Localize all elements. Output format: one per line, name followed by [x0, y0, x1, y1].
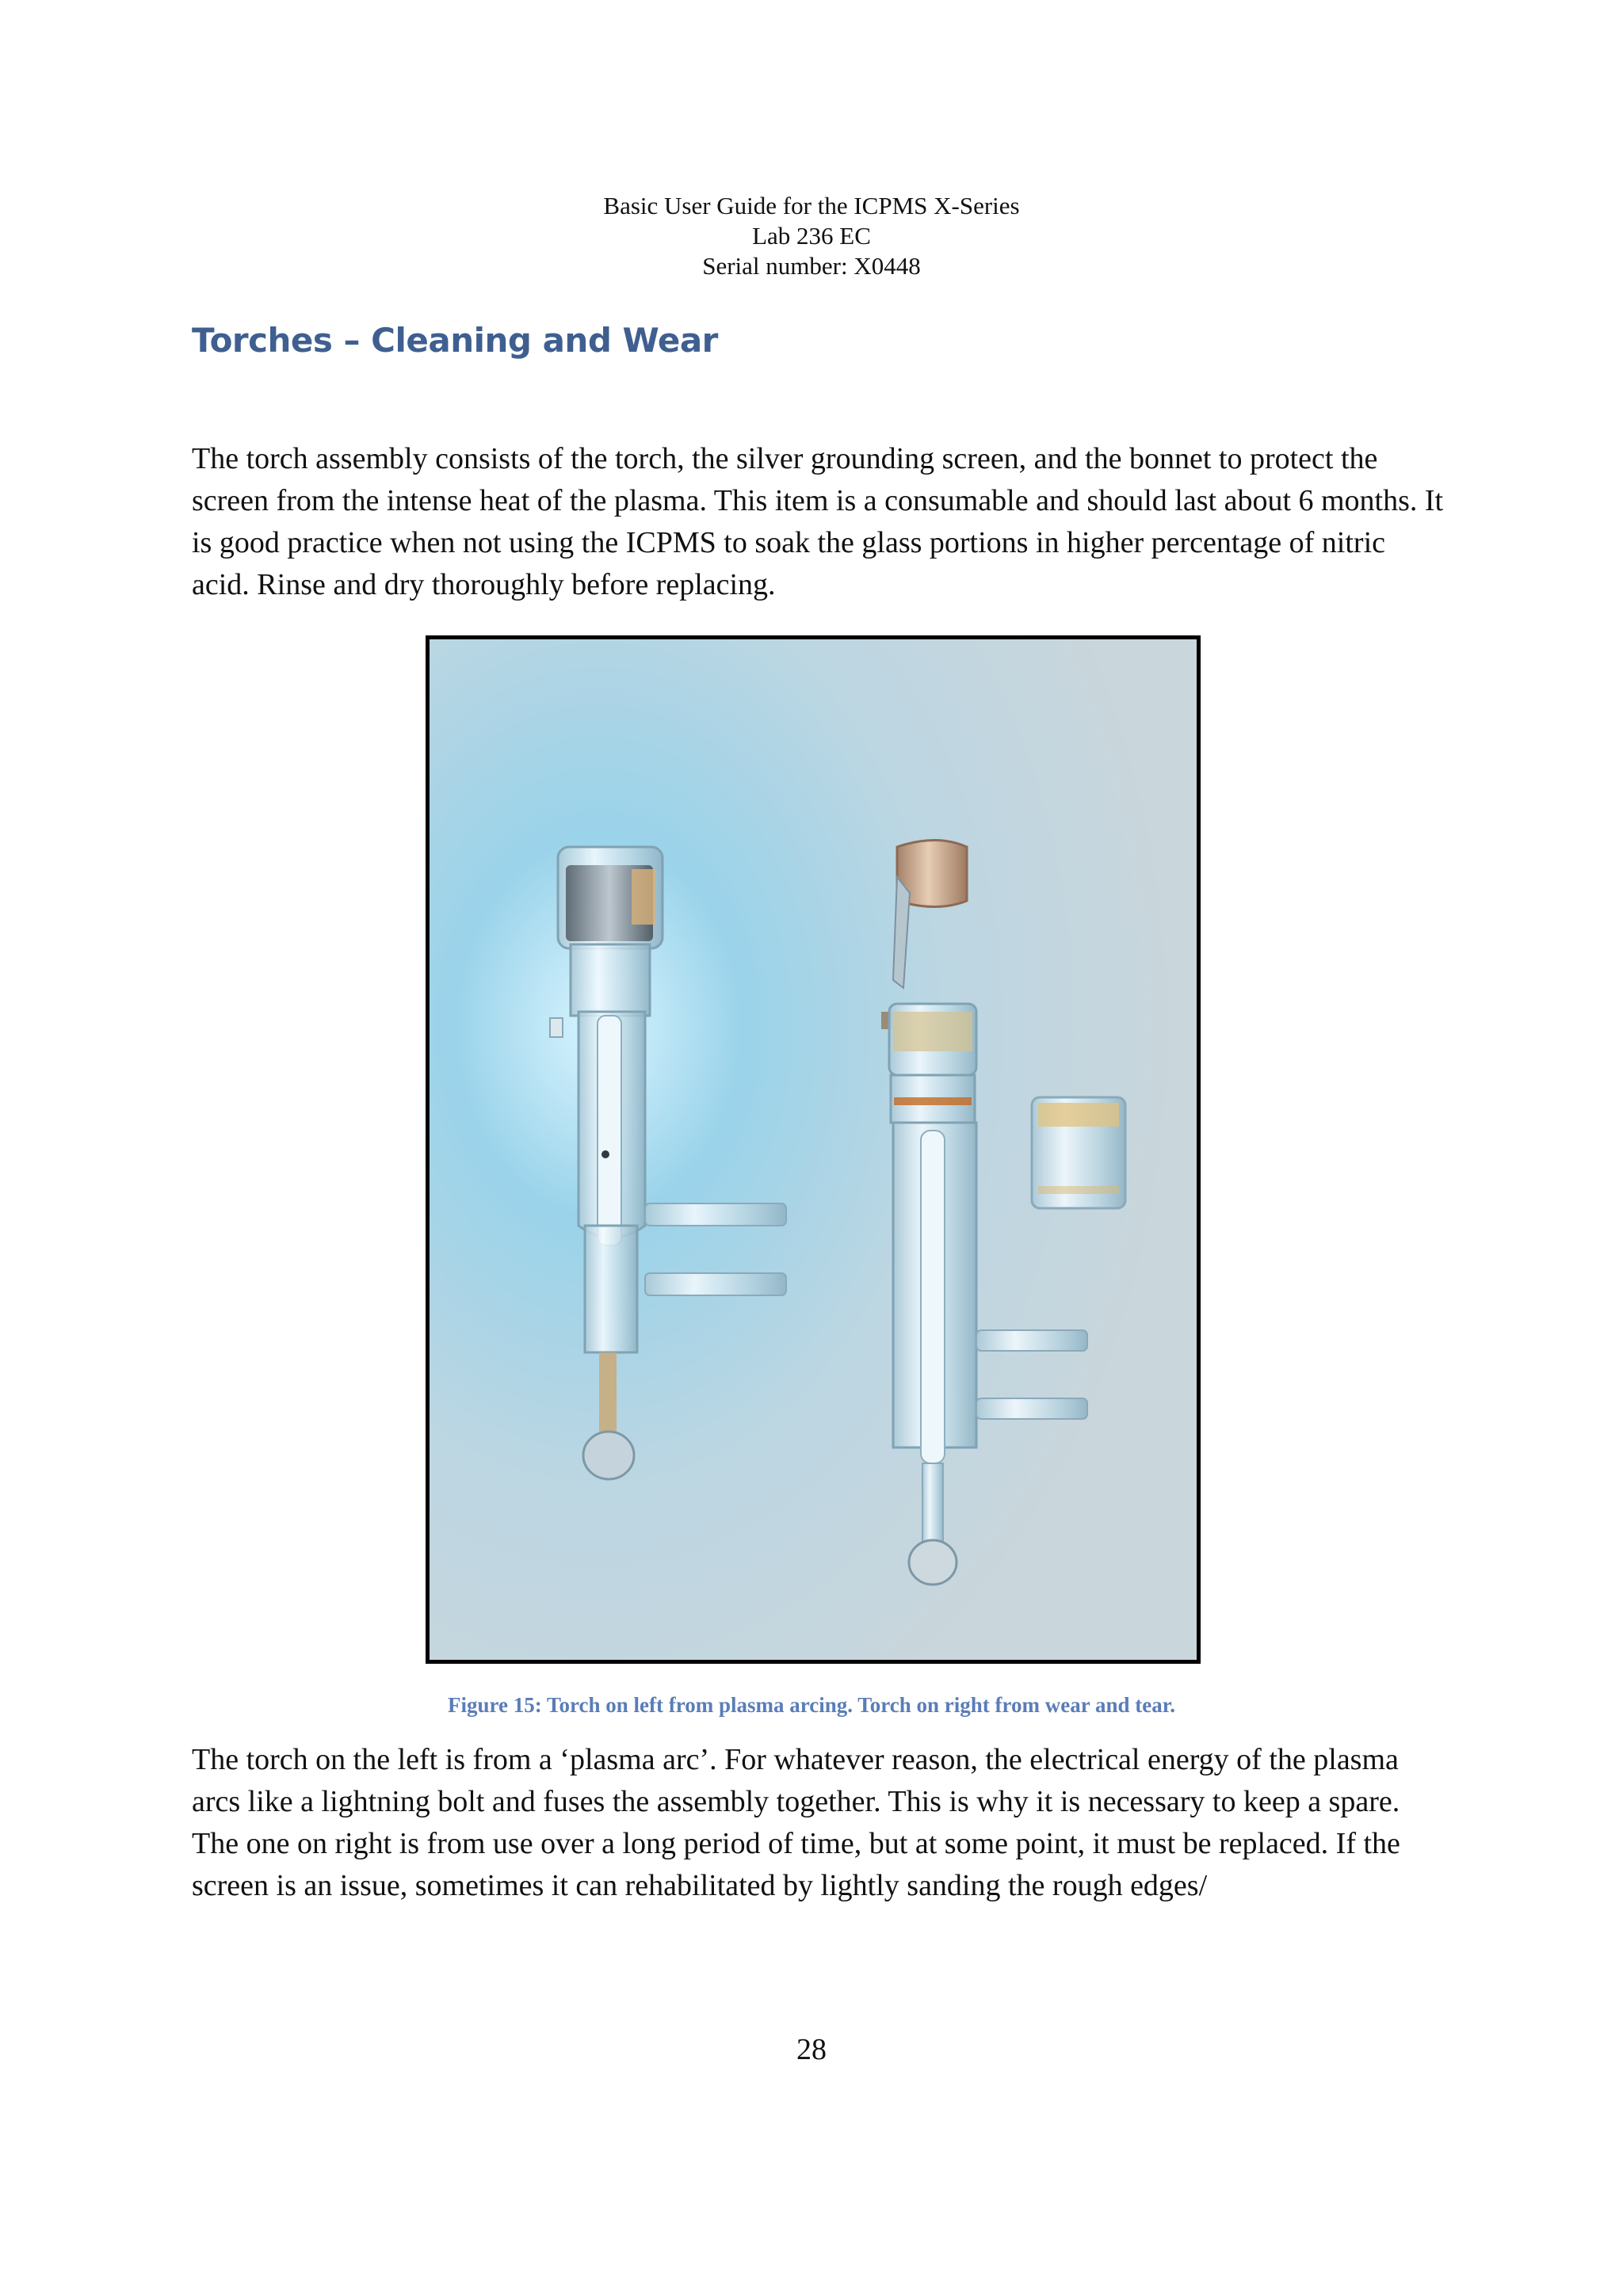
header-lab: Lab 236 EC [752, 222, 871, 250]
running-header [0, 191, 1623, 281]
page-number: 28 [796, 2033, 827, 2066]
section-heading: Torches – Cleaning and Wear [192, 321, 718, 360]
torch-photo [426, 635, 1201, 1664]
header-guide-title: Basic User Guide for the ICPMS X-Series [603, 192, 1020, 219]
bonnet [1032, 1097, 1125, 1208]
explanation-paragraph: The torch on the left is from a ‘plasma arc’. For whatever reason, the electrical energy of the plasma arcs like a lightning bolt and fuses the assembly together. This is why it is necessary to keep a spare. The one on right is from use over a long period of time, but at some point, it must be replaced. If the screen is an issue, sometimes it can rehabilitated by lightly sanding the rough edges/ [192, 1743, 1400, 1902]
figure-caption: Figure 15: Torch on left from plasma arcing. Torch on right from wear and tear. [447, 1693, 1175, 1717]
intro-paragraph: The torch assembly consists of the torch, the silver grounding screen, and the bonnet to protect the screen from the intense heat of the plasma. This item is a consumable and should last about 6 months. It is good practice when not using the ICPMS to soak the glass portions in higher percentage of nitric acid. Rinse and dry thoroughly before replacing. [192, 442, 1444, 601]
header-serial-number: Serial number: X0448 [702, 252, 921, 280]
torch-photo-illustration [430, 639, 1197, 1660]
